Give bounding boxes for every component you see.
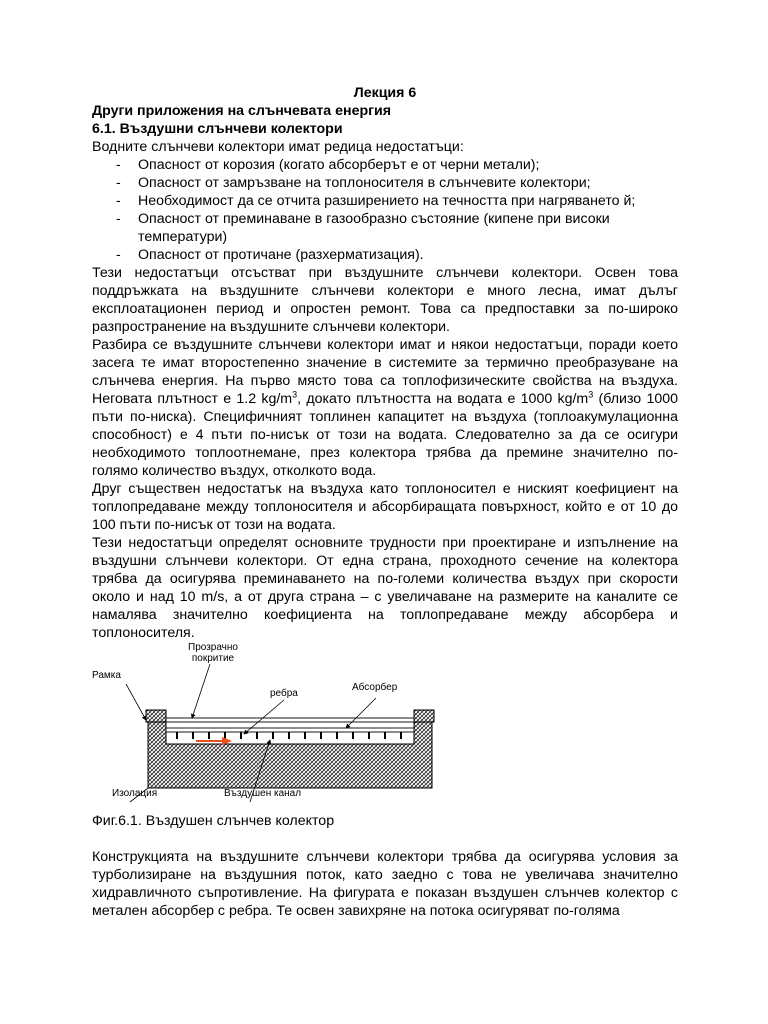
frame-right [414, 710, 434, 722]
drawbacks-list [92, 156, 678, 264]
paragraph-3: Друг съществен недостатък на въздуха като топлоносител е ниският коефициент на топлопредаване между топлоносителя и абсорбиращата повърхност, който е от 10 до 100 пъти по-нисък от този на водата. [92, 481, 678, 533]
paragraph-1: Тези недостатъци отсъстват при въздушните слънчеви колектори. Освен това поддръжката на въздушните слънчеви колектори е много лесна, имат дълъг експлоатационен период и опростен ремонт. Това са предпоставки за по-широко разпространение на въздушните слънчеви колектори. [92, 265, 678, 335]
figure-caption: Фиг.6.1. Въздушен слънчев колектор [92, 813, 335, 829]
list-item: - Опасност от корозия (когато абсорберът е от черни метали); [92, 156, 678, 174]
label-ribs: ребра [270, 688, 298, 699]
frame-left [146, 710, 166, 722]
label-cover: Прозрачно покритие [188, 642, 238, 664]
paragraph-5: Конструкцията на въздушните слънчеви колектори трябва да осигурява условия за турболизиране на въздушния поток, като заедно с това не увеличава значително хидравличното съпротивление. На фигурата е показан въздушен слънчев колектор с метален абсорбер с ребра. Те освен завихряне на потока осигуряват по-голяма [92, 849, 678, 919]
paragraph-2: Разбира се въздушните слънчеви колектори имат и някои недостатъци, поради което засега те имат второстепенно значение в системите за термично преобразуване на слънчева енергия. На първо място това са топлофизическите свойства на въздуха. Неговата плътност е 1.2 $kg/m^3$, докато плътността на водата е 1000 $kg/m^3$ (близо 1000 пъти по-ниска). Специфичният топлинен капацитет на въздуха (топлоакумулационна способност) е 4 пъти по-нисък от този на водата. Следователно за да се осигури необходимото топлоотнемане, през колектора трябва да премине значително по-голямо количество въздух, отколкото вода. [92, 337, 678, 479]
label-absorber: Абсорбер [352, 682, 398, 693]
lecture-title: Лекция 6 [353, 85, 417, 101]
intro-text: Водните слънчеви колектори имат редица недостатъци: [92, 139, 464, 155]
collector-figure [92, 642, 678, 812]
label-insulation: Изолация [112, 788, 158, 799]
ribs [177, 732, 401, 739]
label-frame: Рамка [92, 670, 121, 681]
list-item: - Опасност от преминаване в газообразно състояние (кипене при високи температури) [92, 210, 678, 246]
document-page [92, 84, 678, 920]
label-channel: Въздушен канал [224, 788, 302, 799]
list-item: - Необходимост да се отчита разширението на течността при нагряването й; [92, 192, 678, 210]
paragraph-4: Тези недостатъци определят основните трудности при проектиране и изпълнение на въздушни слънчеви колектори. От една страна, проходното сечение на колектора трябва да осигурява преминаването на по-големи количества въздух при скорости около и над 10 m/s, а от друга страна – с увеличаване на размерите на каналите се намалява значително коефициента на топлопредаване между абсорбера и топлоносителя. [92, 535, 678, 641]
list-item: - Опасност от протичане (разхерматизация). [92, 246, 678, 264]
chapter-title: Други приложения на слънчевата енергия [92, 103, 392, 119]
collector-diagram [92, 642, 678, 812]
section-title: 6.1. Въздушни слънчеви колектори [92, 121, 343, 137]
absorber-plate [166, 728, 414, 732]
transparent-cover [166, 718, 414, 722]
list-item: - Опасност от замръзване на топлоносителя в слънчевите колектори; [92, 174, 678, 192]
